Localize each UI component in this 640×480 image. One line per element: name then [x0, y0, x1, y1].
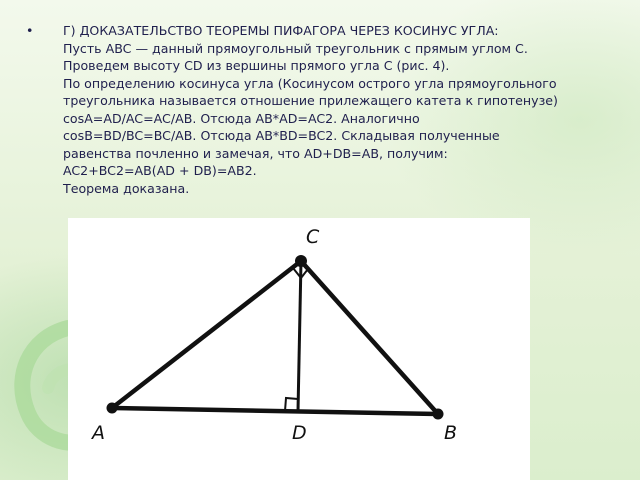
label-c: C	[306, 226, 320, 248]
proof-line: cosB=BD/BC=BC/AB. Отсюда AB*BD=BC2. Складывая полученные	[63, 128, 500, 143]
proof-lines	[63, 22, 625, 197]
side-ab	[112, 408, 438, 414]
side-ac	[112, 261, 301, 408]
proof-line: По определению косинуса угла (Косинусом острого угла прямоугольного	[63, 75, 557, 91]
triangle-diagram	[68, 218, 530, 480]
proof-line: AC2+BC2=AB(AD + DB)=AB2.	[63, 163, 257, 178]
label-a: A	[92, 422, 105, 444]
proof-line: равенства почленно и замечая, что AD+DB=AB, получим:	[63, 145, 448, 161]
proof-line: треугольника называется отношение прилежащего катета к гипотенузе)	[63, 93, 558, 108]
side-cb	[301, 261, 438, 414]
proof-line: cosA=AD/AC=AC/AB. Отсюда AB*AD=AC2. Аналогично	[63, 110, 420, 126]
proof-line: Проведем высоту CD из вершины прямого угла C (рис. 4).	[63, 58, 450, 73]
label-b: B	[444, 422, 458, 444]
proof-conclusion: Теорема доказана.	[63, 180, 190, 196]
vertex-c-dot	[295, 255, 307, 267]
label-d: D	[292, 422, 307, 444]
proof-line: Пусть ABC — данный прямоугольный треугольник с прямым углом C.	[63, 40, 528, 56]
vertex-a-dot	[107, 403, 118, 414]
bullet-marker: •	[26, 23, 34, 38]
vertex-b-dot	[433, 409, 444, 420]
triangle-figure	[68, 218, 530, 480]
proof-heading: Г) ДОКАЗАТЕЛЬСТВО ТЕОРЕМЫ ПИФАГОРА ЧЕРЕЗ КОСИНУС УГЛА:	[63, 23, 499, 38]
altitude-cd	[298, 261, 301, 411]
